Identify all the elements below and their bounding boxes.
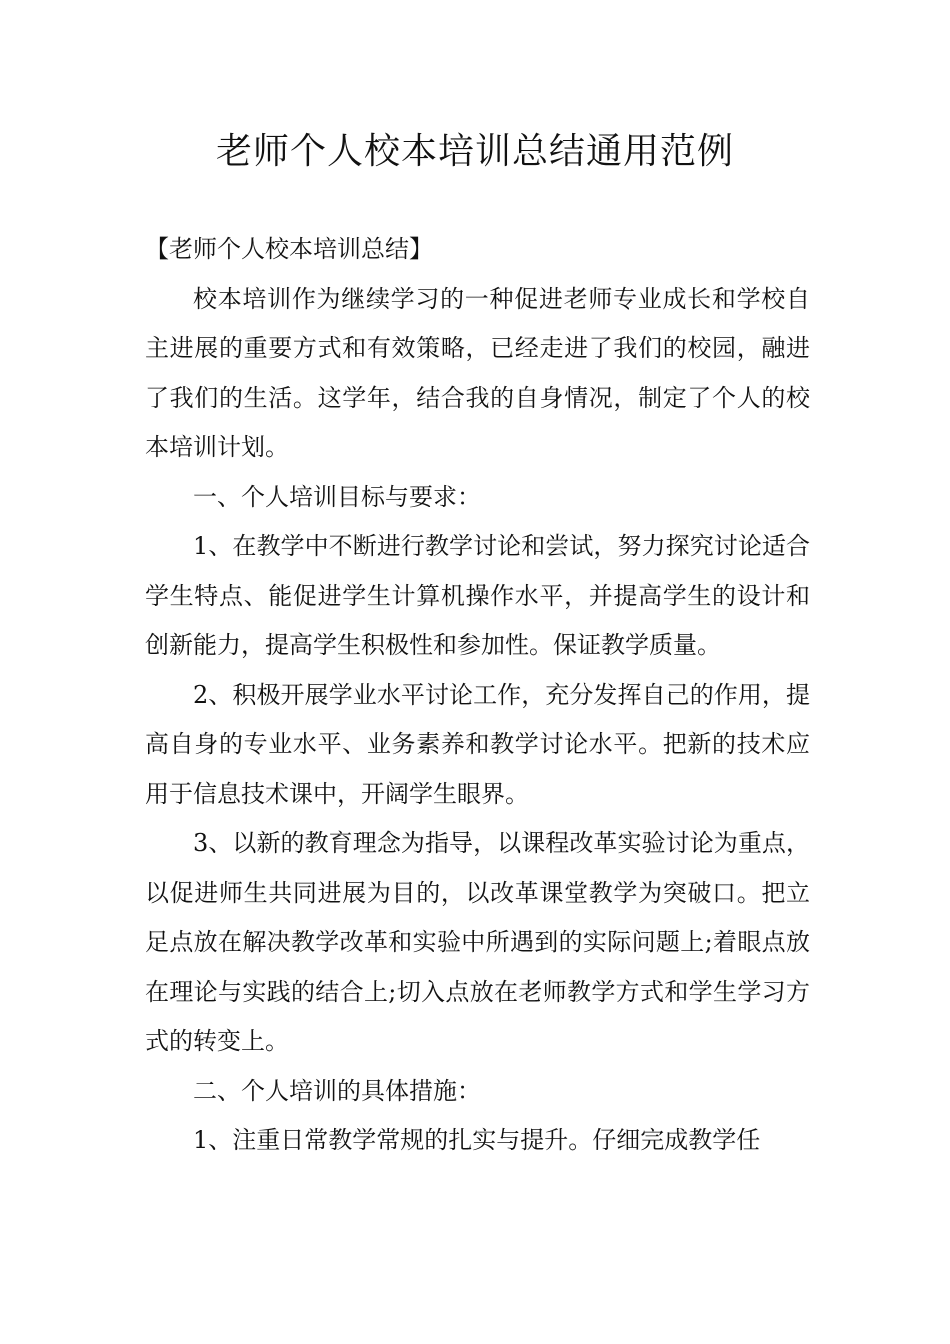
section-heading-goals: 一、个人培训目标与要求： xyxy=(193,482,481,511)
intro-paragraph: 校本培训作为继续学习的一种促进老师专业成长和学校自主进展的重要方式和有效策略，已经走进了我们的校园，融进了我们的生活。这学年，结合我的自身情况，制定了个人的校本培训计划。 xyxy=(145,284,810,461)
measure-item-1: 1、注重日常教学常规的扎实与提升。仔细完成教学任 xyxy=(193,1126,761,1154)
section-heading-measures: 二、个人培训的具体措施： xyxy=(193,1076,481,1105)
goal-item-3: 3、以新的教育理念为指导，以课程改革实验讨论为重点，以促进师生共同进展为目的，以改革课堂教学为突破口。把立足点放在解决教学改革和实验中所遇到的实际问题上;着眼点放在理论与实践的结合上;切入点放在老师教学方式和学生学习方式的转变上。 xyxy=(145,829,810,1055)
document-body xyxy=(145,225,810,1166)
goal-item-1: 1、在教学中不断进行教学讨论和尝试，努力探究讨论适合学生特点、能促进学生计算机操作水平，并提高学生的设计和创新能力，提高学生积极性和参加性。保证教学质量。 xyxy=(145,532,810,659)
section-tag: 【老师个人校本培训总结】 xyxy=(145,235,433,263)
goal-item-2: 2、积极开展学业水平讨论工作，充分发挥自己的作用，提高自身的专业水平、业务素养和教学讨论水平。把新的技术应用于信息技术课中，开阔学生眼界。 xyxy=(145,680,810,808)
document-title: 老师个人校本培训总结通用范例 xyxy=(215,131,734,172)
